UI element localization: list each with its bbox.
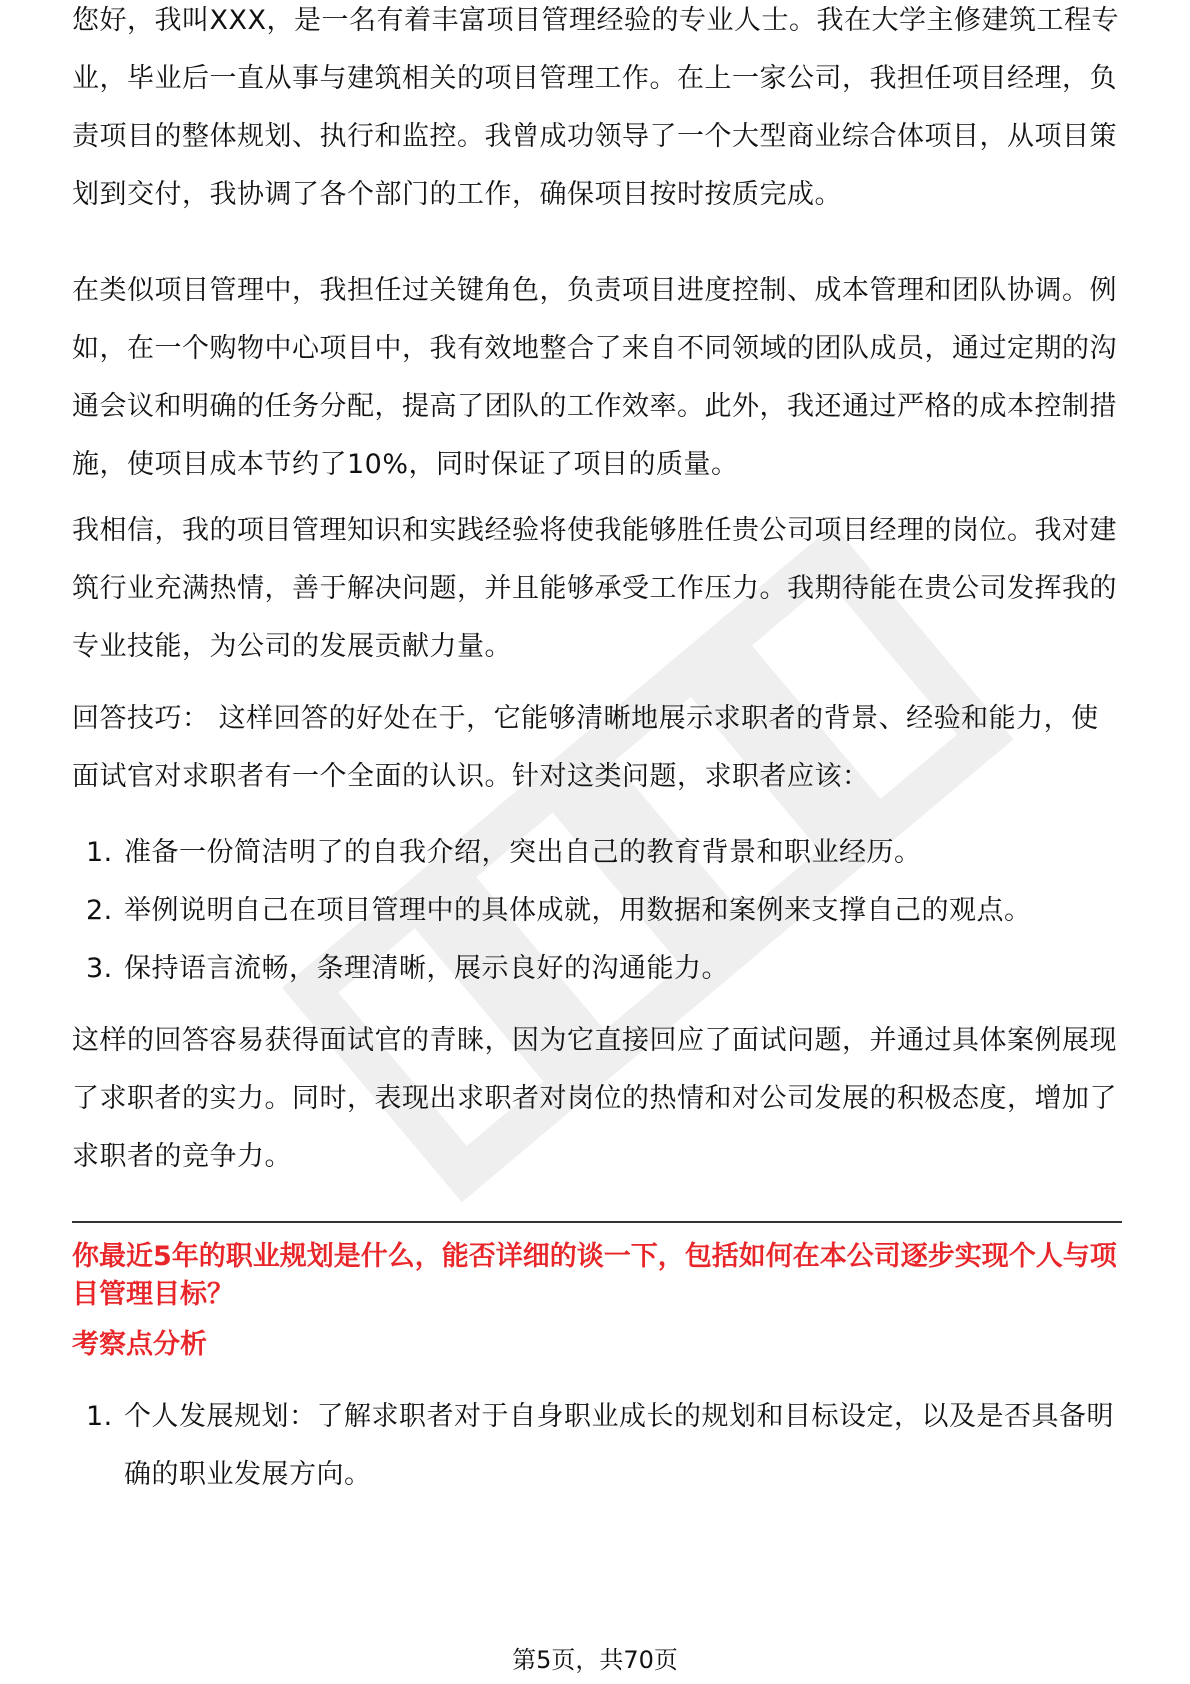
tips-paragraph: 回答技巧： 这样回答的好处在于，它能够清晰地展示求职者的背景、经验和能力，使面试官对求职者有一个全面的认识。针对这类问题，求职者应该： — [72, 703, 1099, 792]
analysis-heading: 考察点分析 — [72, 1329, 207, 1360]
list-number: 1. — [86, 1401, 113, 1432]
list-number: 1. — [86, 837, 113, 868]
list-text: 准备一份简洁明了的自我介绍，突出自己的教育背景和职业经历。 — [124, 837, 922, 868]
analysis-list — [72, 1388, 1122, 1504]
list-number: 3. — [86, 953, 113, 984]
question-heading: 你最近5年的职业规划是什么，能否详细的谈一下，包括如何在本公司逐步实现个人与项目管理目标？ — [72, 1241, 1117, 1310]
list-number: 2. — [86, 895, 113, 926]
closing-paragraph: 这样的回答容易获得面试官的青睐，因为它直接回应了面试问题，并通过具体案例展现了求职者的实力。同时，表现出求职者对岗位的热情和对公司发展的积极态度，增加了求职者的竞争力。 — [72, 1025, 1117, 1172]
confidence-paragraph: 我相信，我的项目管理知识和实践经验将使我能够胜任贵公司项目经理的岗位。我对建筑行业充满热情，善于解决问题，并且能够承受工作压力。我期待能在贵公司发挥我的专业技能，为公司的发展贡献力量。 — [72, 515, 1117, 662]
list-text: 保持语言流畅，条理清晰，展示良好的沟通能力。 — [124, 953, 729, 984]
tips-list — [72, 824, 1122, 998]
intro-paragraph: 您好，我叫XXX，是一名有着丰富项目管理经验的专业人士。我在大学主修建筑工程专业，毕业后一直从事与建筑相关的项目管理工作。在上一家公司，我担任项目经理，负责项目的整体规划、执行和监控。我曾成功领导了一个大型商业综合体项目，从项目策划到交付，我协调了各个部门的工作，确保项目按时按质完成。 — [72, 5, 1119, 210]
page-number: 第5页，共70页 — [512, 1646, 678, 1674]
list-text: 个人发展规划：了解求职者对于自身职业成长的规划和目标设定，以及是否具备明确的职业发展方向。 — [124, 1401, 1114, 1490]
clipped-paragraph-container — [72, 0, 1122, 240]
list-item — [72, 940, 1122, 998]
list-text: 举例说明自己在项目管理中的具体成就，用数据和案例来支撑自己的观点。 — [124, 895, 1032, 926]
list-item — [72, 824, 1122, 882]
list-item — [72, 1388, 1122, 1504]
section-divider — [72, 1221, 1122, 1223]
list-item — [72, 882, 1122, 940]
experience-paragraph: 在类似项目管理中，我担任过关键角色，负责项目进度控制、成本管理和团队协调。例如，在一个购物中心项目中，我有效地整合了来自不同领域的团队成员，通过定期的沟通会议和明确的任务分配，提高了团队的工作效率。此外，我还通过严格的成本控制措施，使项目成本节约了10%，同时保证了项目的质量。 — [72, 275, 1117, 480]
